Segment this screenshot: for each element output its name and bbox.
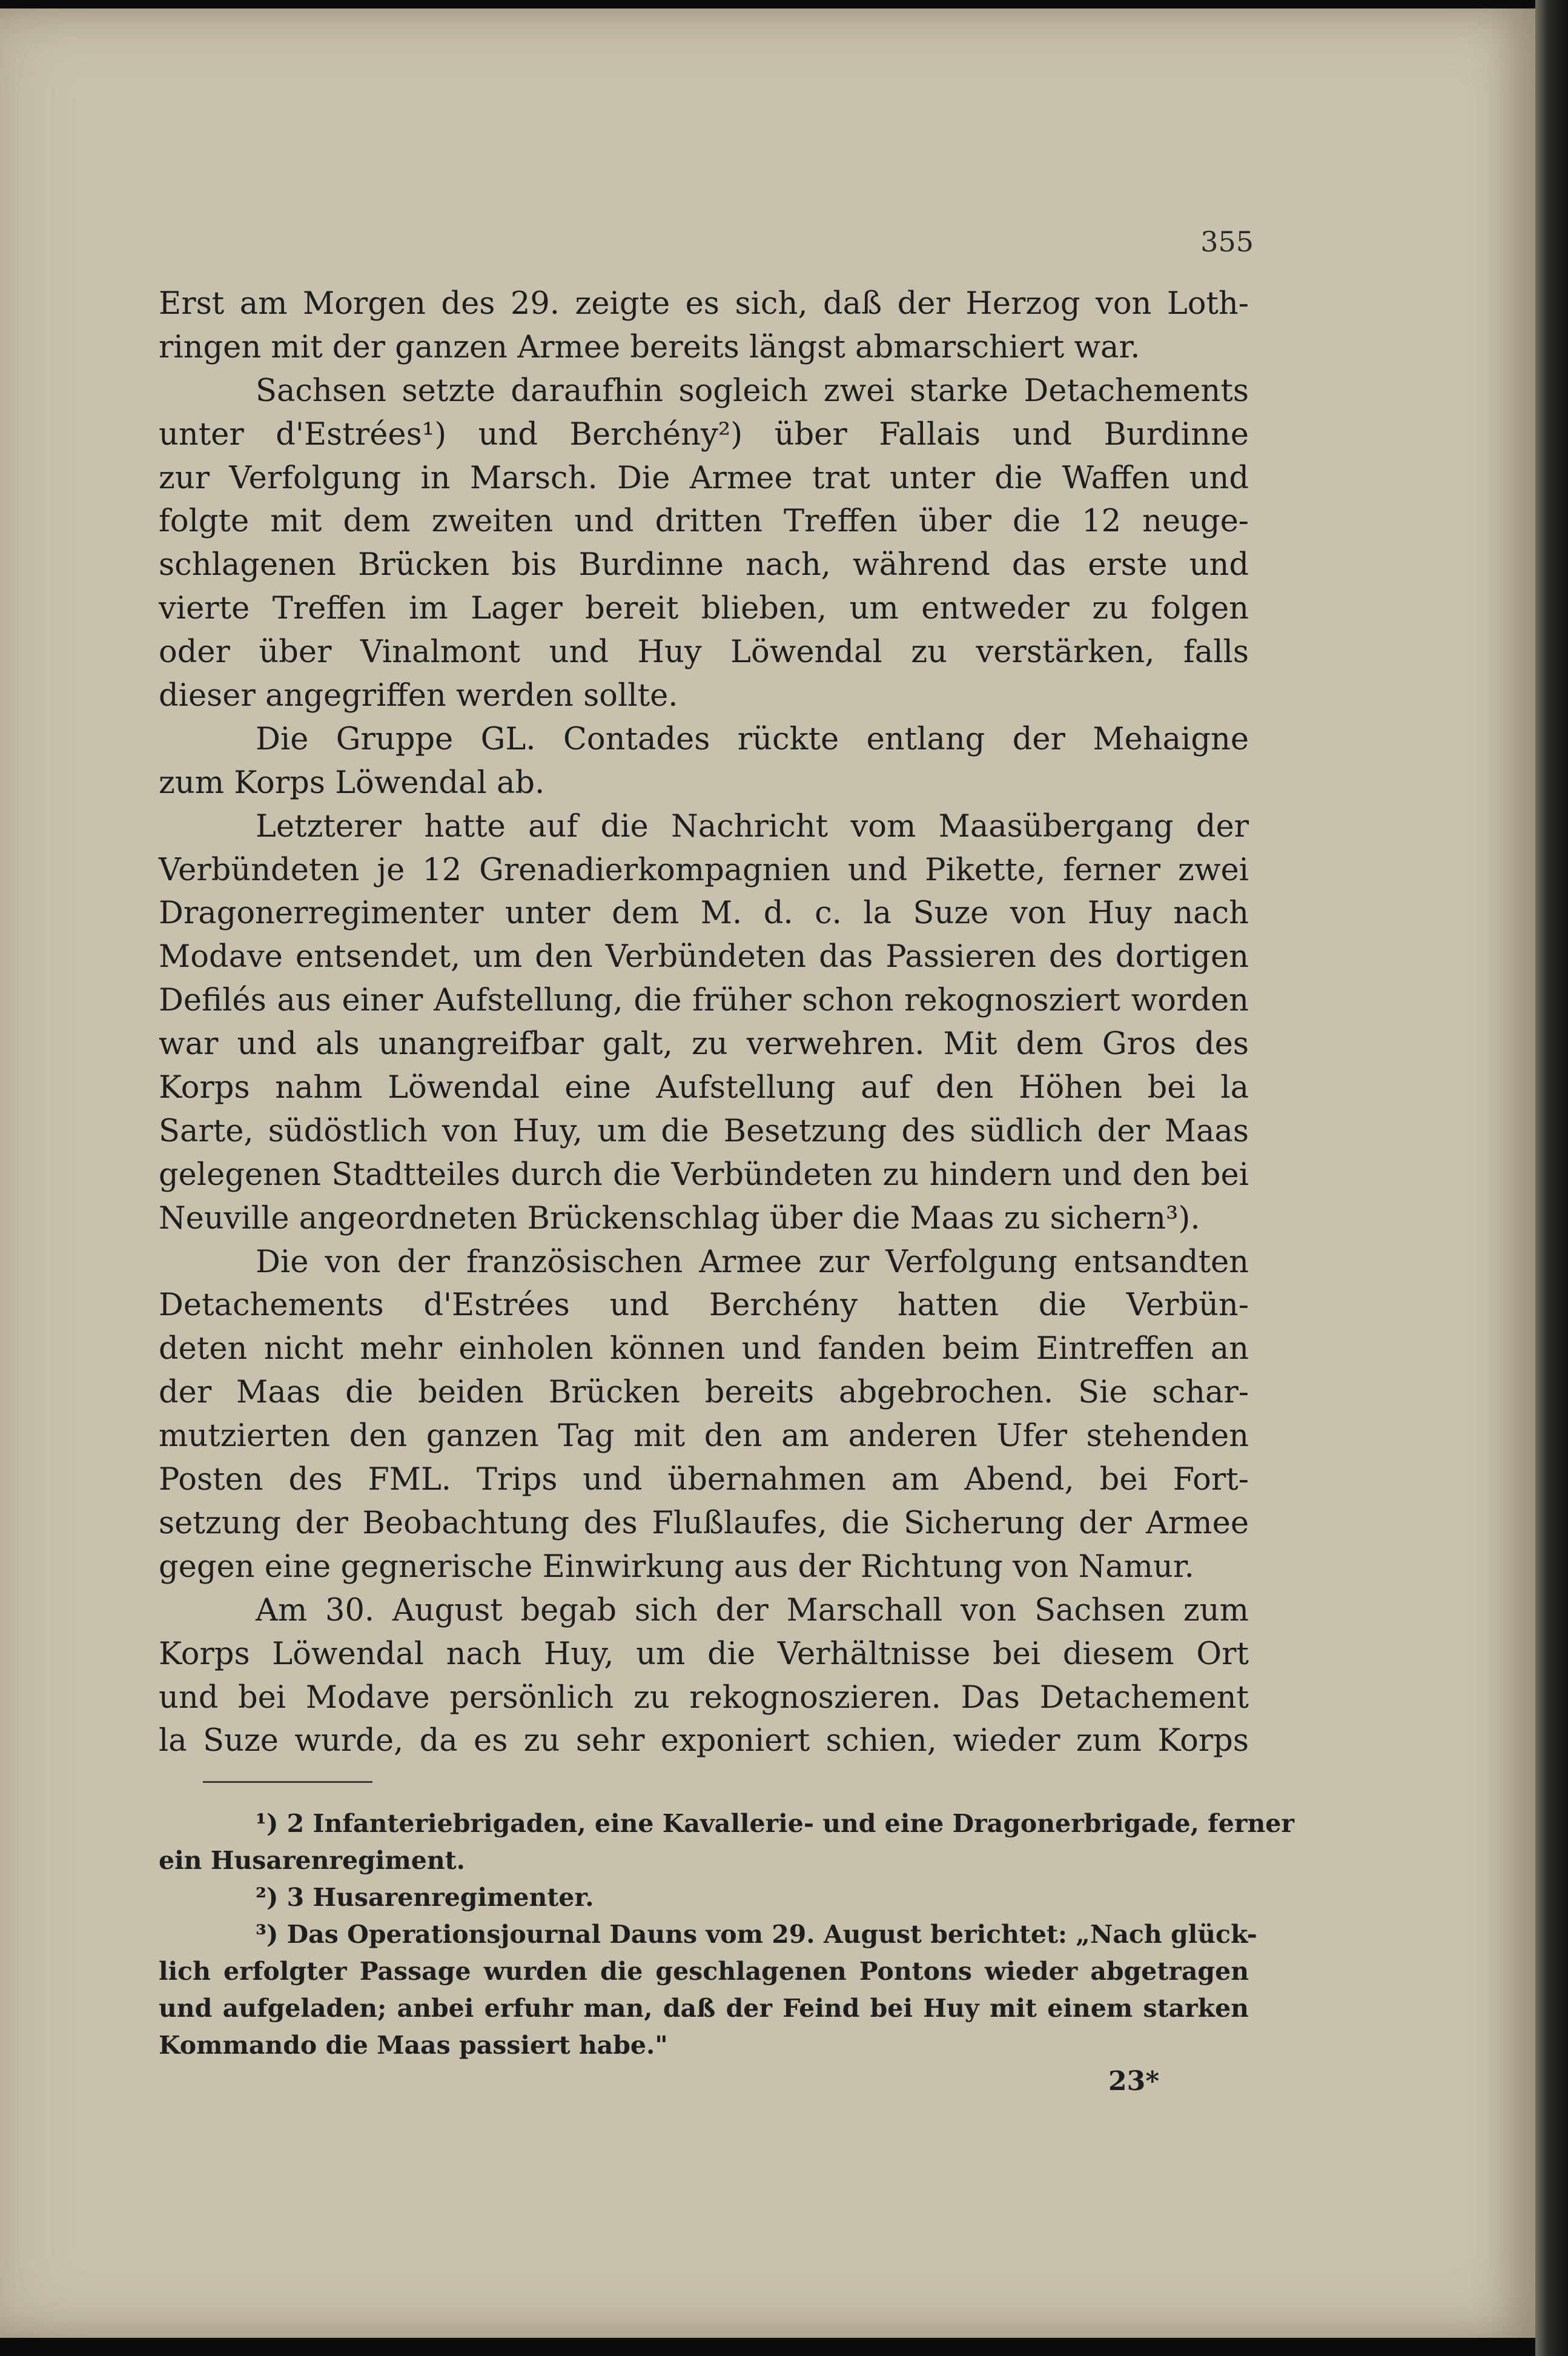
text-line: Neuville angeordneten Brückenschlag über die Maas zu sichern³).	[159, 1200, 1200, 1236]
text-line: Verbündeten je 12 Grenadierkompagnien und Pikette, ferner zwei	[159, 852, 1249, 888]
text-line: Sarte, südöstlich von Huy, um die Besetzung des südlich der Maas	[159, 1113, 1249, 1149]
text-line: gegen eine gegnerische Einwirkung aus der Richtung von Namur.	[159, 1548, 1194, 1585]
text-line: und bei Modave persönlich zu rekognoszieren. Das Detachement	[159, 1679, 1249, 1716]
text-line: schlagenen Brücken bis Burdinne nach, während das erste und	[159, 547, 1249, 583]
footnote-line: ²) 3 Husarenregimenter.	[256, 1883, 594, 1912]
text-line: folgte mit dem zweiten und dritten Treffen über die 12 neuge-	[159, 503, 1249, 540]
text-line: Defilés aus einer Aufstellung, die früher schon rekognosziert worden	[159, 983, 1249, 1019]
signature-mark: 23*	[1108, 2066, 1160, 2097]
text-line: Dragonerregimenter unter dem M. d. c. la Suze von Huy nach	[159, 895, 1249, 932]
text-line: ringen mit der ganzen Armee bereits längst abmarschiert war.	[159, 329, 1140, 365]
footnote-line: lich erfolgter Passage wurden die geschlagenen Pontons wieder abgetragen	[159, 1957, 1249, 1986]
text-line: setzung der Beobachtung des Flußlaufes, die Sicherung der Armee	[159, 1505, 1249, 1541]
text-line: unter d'Estrées¹) und Berchény²) über Fallais und Burdinne	[159, 416, 1249, 453]
text-line: zur Verfolgung in Marsch. Die Armee trat unter die Waffen und	[159, 460, 1249, 496]
text-line: zum Korps Löwendal ab.	[159, 765, 545, 801]
text-line: der Maas die beiden Brücken bereits abgebrochen. Sie schar-	[159, 1375, 1249, 1411]
footnote-line: Kommando die Maas passiert habe."	[159, 2031, 668, 2060]
text-line: Posten des FML. Trips und übernahmen am Abend, bei Fort-	[159, 1462, 1249, 1498]
text-line: Korps nahm Löwendal eine Aufstellung auf den Höhen bei la	[159, 1070, 1249, 1106]
page-edge	[1535, 0, 1568, 2356]
text-line: deten nicht mehr einholen können und fanden beim Eintreffen an	[159, 1331, 1249, 1367]
footnote-line: ³) Das Operationsjournal Dauns vom 29. August berichtet: „Nach glück-	[256, 1920, 1257, 1949]
text-line: dieser angegriffen werden sollte.	[159, 678, 678, 714]
text-line: vierte Treffen im Lager bereit blieben, um entweder zu folgen	[159, 591, 1249, 627]
text-line: Sachsen setzte daraufhin sogleich zwei starke Detachements	[256, 373, 1249, 409]
text-line: la Suze wurde, da es zu sehr exponiert schien, wieder zum Korps	[159, 1723, 1249, 1759]
footnote-line: ¹) 2 Infanteriebrigaden, eine Kavallerie- und eine Dragonerbrigade, ferner	[256, 1809, 1294, 1838]
footnote-line: und aufgeladen; anbei erfuhr man, daß der Feind bei Huy mit einem starken	[159, 1994, 1249, 2023]
footnote-divider	[203, 1781, 372, 1783]
text-line: Die Gruppe GL. Contades rückte entlang der Mehaigne	[256, 721, 1249, 757]
text-line: oder über Vinalmont und Huy Löwendal zu verstärken, falls	[159, 634, 1249, 671]
text-line: Die von der französischen Armee zur Verfolgung entsandten	[256, 1244, 1249, 1280]
text-line: mutzierten den ganzen Tag mit den am anderen Ufer stehenden	[159, 1418, 1249, 1455]
page-number: 355	[1200, 225, 1254, 258]
footnote-line: ein Husarenregiment.	[159, 1846, 465, 1875]
text-line: Korps Löwendal nach Huy, um die Verhältnisse bei diesem Ort	[159, 1636, 1249, 1672]
text-line: gelegenen Stadtteiles durch die Verbündeten zu hindern und den bei	[159, 1156, 1249, 1193]
footnotes	[159, 1805, 1294, 2064]
text-line: Erst am Morgen des 29. zeigte es sich, daß der Herzog von Loth-	[159, 286, 1249, 322]
text-line: Am 30. August begab sich der Marschall von Sachsen zum	[256, 1592, 1249, 1628]
text-line: war und als unangreifbar galt, zu verwehren. Mit dem Gros des	[159, 1026, 1249, 1063]
text-line: Letzterer hatte auf die Nachricht vom Maasübergang der	[256, 808, 1249, 845]
body-text	[159, 282, 1249, 1763]
text-line: Detachements d'Estrées und Berchény hatten die Verbün-	[159, 1287, 1249, 1324]
text-line: Modave entsendet, um den Verbündeten das Passieren des dortigen	[159, 939, 1249, 975]
